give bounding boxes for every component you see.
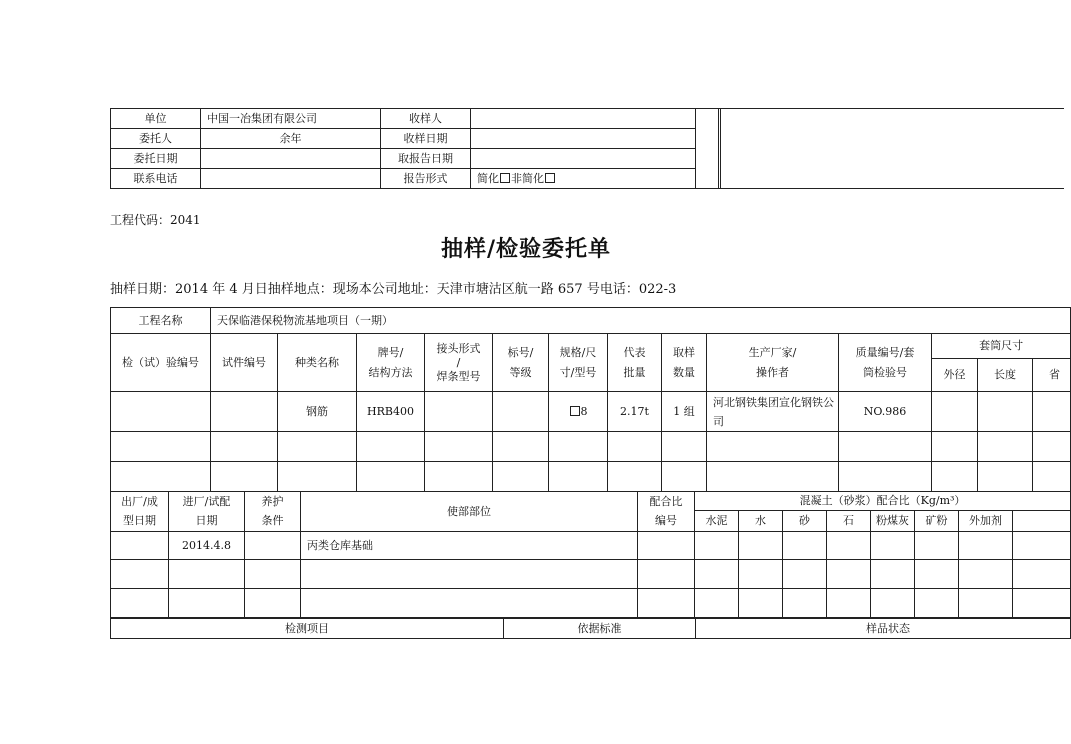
header-batch-2: 批量 <box>623 365 646 379</box>
receiver-value <box>471 109 696 129</box>
header-location: 使部部位 <box>301 492 638 532</box>
empty-cell <box>695 560 739 589</box>
row1-qty: 1 组 <box>662 392 707 432</box>
empty-cell <box>169 589 245 618</box>
entrust-date-label: 委托日期 <box>111 149 201 169</box>
page-title: 抽样/检验委托单 <box>440 236 612 262</box>
header-arrive-1: 进厂/试配 <box>182 495 231 508</box>
header-mix-no-1: 配合比 <box>649 495 683 508</box>
empty-cell <box>695 589 739 618</box>
empty-cell <box>301 560 638 589</box>
empty-cell <box>871 560 915 589</box>
header-grade-1: 牌号/ <box>377 345 404 359</box>
empty-cell <box>278 462 357 492</box>
empty-cell <box>783 560 827 589</box>
unit-value: 中国一冶集团有限公司 <box>201 109 381 129</box>
bottom-table <box>110 618 1071 639</box>
empty-cell <box>111 589 169 618</box>
header-maker-1: 生产厂家/ <box>748 345 797 359</box>
header-cement: 水泥 <box>695 511 739 532</box>
row1-grade: HRB400 <box>357 392 425 432</box>
empty-cell <box>932 432 978 462</box>
empty-cell <box>827 589 871 618</box>
empty-cell <box>695 532 739 560</box>
empty-cell <box>493 432 549 462</box>
header-mark <box>493 334 549 392</box>
row1-spec <box>549 392 608 432</box>
empty-cell <box>871 532 915 560</box>
empty-cell <box>739 560 783 589</box>
sample-table <box>110 307 1071 492</box>
empty-cell <box>959 560 1013 589</box>
header-arrive-2: 日期 <box>195 514 218 527</box>
row1-arrive: 2014.4.8 <box>169 532 245 560</box>
empty-cell <box>301 589 638 618</box>
empty-cell <box>245 589 301 618</box>
header-mix-no-2: 编号 <box>655 514 677 527</box>
row1-batch: 2.17t <box>608 392 662 432</box>
empty-cell <box>608 432 662 462</box>
header-mineral: 矿粉 <box>915 511 959 532</box>
phone-value <box>201 169 381 189</box>
empty-cell <box>662 462 707 492</box>
header-qty-2: 数量 <box>673 365 695 379</box>
row1-spec-value: 8 <box>580 404 588 418</box>
header-mark-1: 标号/ <box>507 345 534 359</box>
empty-cell <box>915 589 959 618</box>
header-quality <box>839 334 932 392</box>
empty-cell <box>169 560 245 589</box>
row1-maker: 河北钢铁集团宣化钢铁公司 <box>707 392 839 432</box>
header-arrive-date <box>169 492 245 532</box>
header-sand: 砂 <box>783 511 827 532</box>
header-batch-1: 代表 <box>623 345 646 359</box>
empty-cell <box>839 462 932 492</box>
header-specimen-no: 试件编号 <box>211 334 278 392</box>
report-form-options <box>471 169 696 189</box>
empty-cell <box>978 462 1033 492</box>
empty-cell <box>783 589 827 618</box>
project-name-label: 工程名称 <box>111 308 211 334</box>
empty-cell <box>1033 462 1071 492</box>
empty-cell <box>638 589 695 618</box>
receiver-label: 收样人 <box>381 109 471 129</box>
empty-cell <box>111 432 211 462</box>
header-grade-2: 结构方法 <box>368 365 413 379</box>
header-quality-2: 筒检验号 <box>863 365 907 379</box>
client-value: 余年 <box>201 129 381 149</box>
report-form-label: 报告形式 <box>381 169 471 189</box>
row1-length <box>978 392 1033 432</box>
project-name-value: 天保临港保税物流基地项目（一期） <box>211 308 1071 334</box>
empty-cell <box>707 432 839 462</box>
header-cure-1: 养护 <box>261 495 284 508</box>
header-mfg-2: 型日期 <box>123 514 156 527</box>
header-extra: 省 <box>1033 359 1071 392</box>
empty-cell <box>1013 560 1071 589</box>
empty-cell <box>638 532 695 560</box>
unit-label: 单位 <box>111 109 201 129</box>
empty-cell <box>493 462 549 492</box>
empty-cell <box>915 532 959 560</box>
client-label: 委托人 <box>111 129 201 149</box>
row1-quality: NO.986 <box>839 392 932 432</box>
empty-cell <box>1013 532 1071 560</box>
header-joint-1: 接头形式 <box>436 341 481 355</box>
empty-cell <box>739 532 783 560</box>
header-outer: 外径 <box>932 359 978 392</box>
spec-symbol <box>570 406 580 416</box>
empty-cell <box>932 462 978 492</box>
header-spec-1: 规格/尺 <box>559 345 597 359</box>
empty-cell <box>839 432 932 462</box>
header-table <box>110 108 721 189</box>
empty-cell <box>357 432 425 462</box>
checkbox-simplified[interactable] <box>500 173 510 183</box>
empty-cell <box>662 432 707 462</box>
header-admixture: 外加剂 <box>959 511 1013 532</box>
receive-date-value <box>471 129 696 149</box>
empty-cell <box>111 462 211 492</box>
empty-cell <box>915 560 959 589</box>
empty-cell <box>425 432 493 462</box>
header-joint-2: / <box>456 355 461 369</box>
row1-mark <box>493 392 549 432</box>
header-water: 水 <box>739 511 783 532</box>
header-mfg-1: 出厂/成 <box>121 495 158 508</box>
row1-extra <box>1033 392 1071 432</box>
header-flyash: 粉煤灰 <box>871 511 915 532</box>
empty-cell <box>549 432 608 462</box>
empty-cell <box>959 532 1013 560</box>
header-mfg-date <box>111 492 169 532</box>
header-right-box <box>718 108 1064 189</box>
header-joint <box>425 334 493 392</box>
empty-cell <box>739 589 783 618</box>
row1-location: 丙类仓库基础 <box>301 532 638 560</box>
header-spec-2: 寸/型号 <box>559 365 597 379</box>
row1-joint <box>425 392 493 432</box>
report-form-opt2: 非简化 <box>511 171 544 185</box>
header-mark-2: 等级 <box>509 365 532 379</box>
empty-cell <box>245 560 301 589</box>
empty-cell <box>549 462 608 492</box>
empty-cell <box>111 560 169 589</box>
header-joint-3: 焊条型号 <box>436 369 481 383</box>
row1-mfg <box>111 532 169 560</box>
report-date-label: 取报告日期 <box>381 149 471 169</box>
row1-outer <box>932 392 978 432</box>
receive-date-label: 收样日期 <box>381 129 471 149</box>
header-curing <box>245 492 301 532</box>
header-sleeve: 套筒尺寸 <box>932 334 1071 359</box>
header-concrete-ratio: 混凝土（砂浆）配合比（Kg/m³） <box>695 492 1071 511</box>
empty-cell <box>827 560 871 589</box>
project-code: 工程代码：2041 <box>110 213 201 227</box>
header-maker <box>707 334 839 392</box>
sampling-info-line: 抽样日期：2014 年 4 月日抽样地点：现场本公司地址：天津市塘沽区航一路 657 号电话：022-3 <box>110 282 677 297</box>
empty-cell <box>1033 432 1071 462</box>
report-date-value <box>471 149 696 169</box>
empty-cell <box>978 432 1033 462</box>
empty-cell <box>707 462 839 492</box>
header-maker-2: 操作者 <box>756 365 789 379</box>
report-form-opt1: 简化 <box>477 171 499 185</box>
header-batch <box>608 334 662 392</box>
phone-label: 联系电话 <box>111 169 201 189</box>
checkbox-non-simplified[interactable] <box>545 173 555 183</box>
test-items-label: 检测项目 <box>111 619 504 639</box>
header-blank <box>696 109 721 189</box>
empty-cell <box>638 560 695 589</box>
empty-cell <box>211 462 278 492</box>
header-test-no: 检（试）验编号 <box>111 334 211 392</box>
empty-cell <box>959 589 1013 618</box>
standard-label: 依据标准 <box>504 619 696 639</box>
entrust-date-value <box>201 149 381 169</box>
empty-cell <box>278 432 357 462</box>
header-mix-no <box>638 492 695 532</box>
row1-category: 钢筋 <box>278 392 357 432</box>
empty-cell <box>608 462 662 492</box>
empty-cell <box>871 589 915 618</box>
header-quality-1: 质量编号/套 <box>855 345 915 359</box>
header-category: 种类名称 <box>278 334 357 392</box>
mix-table <box>110 491 1071 618</box>
empty-cell <box>211 432 278 462</box>
empty-cell <box>357 462 425 492</box>
empty-cell <box>827 532 871 560</box>
row1-cure <box>245 532 301 560</box>
header-qty-1: 取样 <box>673 345 695 359</box>
header-qty <box>662 334 707 392</box>
header-cure-2: 条件 <box>261 514 284 527</box>
header-blank <box>1013 511 1071 532</box>
sample-state-label: 样品状态 <box>696 619 1071 639</box>
empty-cell <box>425 462 493 492</box>
row1-specimen-no <box>211 392 278 432</box>
empty-cell <box>783 532 827 560</box>
row1-test-no <box>111 392 211 432</box>
header-stone: 石 <box>827 511 871 532</box>
empty-cell <box>1013 589 1071 618</box>
header-spec <box>549 334 608 392</box>
header-length: 长度 <box>978 359 1033 392</box>
header-grade <box>357 334 425 392</box>
